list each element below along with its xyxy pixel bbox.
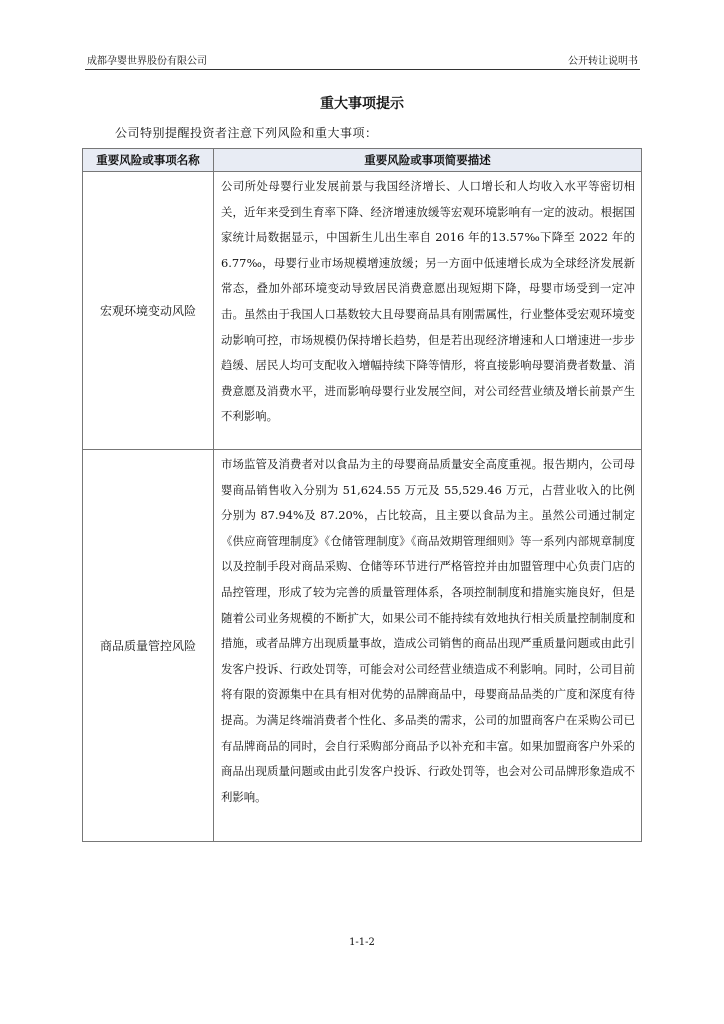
page-number: 1-1-2 (349, 937, 375, 948)
risk-name-macro: 宏观环境变动风险 (83, 172, 214, 450)
risk-description-macro: 公司所处母婴行业发展前景与我国经济增长、人口增长和人均收入水平等密切相关，近年来受到生育率下降、经济增速放缓等宏观环境影响有一定的波动。根据国家统计局数据显示，中国新生儿出生率自 2016 年的13.57‰下降至 2022 年的 6.77‰，母婴行业市场规模增速放缓；另一方面中低速增长成为全球经济发展新常态，叠加外部环境变动导致居民消费意愿出现短期下降，母婴市场受到一定冲击。虽然由于我国人口基数较大且母婴商品具有刚需属性，行业整体受宏观环境变动影响可控，市场规模仍保持增长趋势，但是若出现经济增速和人口增速进一步步趋缓、居民人均可支配收入增幅持续下降等情形，将直接影响母婴消费者数量、消费意愿及消费水平，进而影响母婴行业发展空间，对公司经营业绩及增长前景产生不利影响。 (214, 172, 642, 450)
risk-name-quality: 商品质量管控风险 (83, 450, 214, 842)
page-title: 重大事项提示 (320, 96, 404, 112)
table-header-row (83, 149, 642, 172)
column-header-description: 重要风险或事项简要描述 (214, 149, 642, 172)
page-header (85, 51, 640, 70)
column-header-name: 重要风险或事项名称 (83, 149, 214, 172)
document-type: 公开转让说明书 (568, 56, 638, 67)
risk-table (82, 148, 642, 842)
table-row (83, 450, 642, 842)
company-name: 成都孕婴世界股份有限公司 (87, 56, 207, 67)
risk-description-quality: 市场监管及消费者对以食品为主的母婴商品质量安全高度重视。报告期内，公司母婴商品销售收入分别为 51,624.55 万元及 55,529.46 万元，占营业收入的比例分别为 87.94%及 87.20%，占比较高，且主要以食品为主。虽然公司通过制定《供应商管理制度》《仓储管理制度》《商品效期管理细则》等一系列内部规章制度以及控制手段对商品采购、仓储等环节进行严格管控并由加盟管理中心负责门店的品控管理，形成了较为完善的质量管理体系，各项控制制度和措施实施良好，但是随着公司业务规模的不断扩大，如果公司不能持续有效地执行相关质量控制制度和措施，或者品牌方出现质量事故，造成公司销售的商品出现严重质量问题或由此引发客户投诉、行政处罚等，可能会对公司经营业绩造成不利影响。同时，公司目前将有限的资源集中在具有相对优势的品牌商品中，母婴商品品类的广度和深度有待提高。为满足终端消费者个性化、多品类的需求，公司的加盟商客户在采购公司已有品牌商品的同时，会自行采购部分商品予以补充和丰富。如果加盟商客户外采的商品出现质量问题或由此引发客户投诉、行政处罚等，也会对公司品牌形象造成不利影响。 (214, 450, 642, 842)
intro-text: 公司特别提醒投资者注意下列风险和重大事项： (115, 126, 378, 140)
table-row (83, 172, 642, 450)
